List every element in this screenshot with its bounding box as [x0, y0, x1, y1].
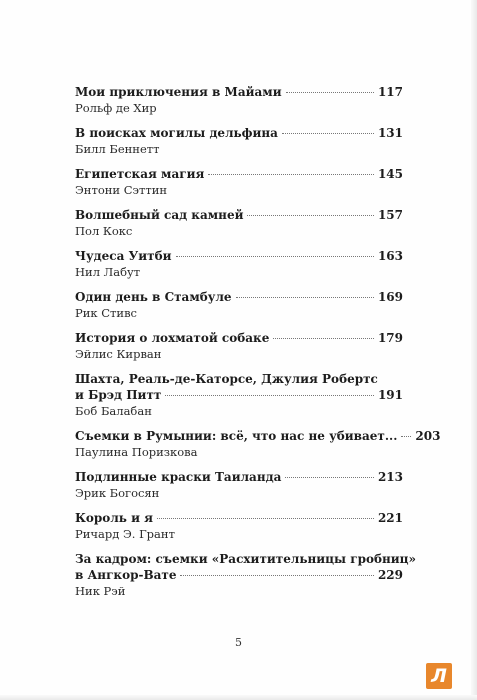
toc-entry: [75, 207, 403, 239]
entry-author: Эрик Богосян: [75, 486, 160, 500]
toc-entry: [75, 469, 403, 501]
dot-leader: [157, 518, 374, 519]
toc-entry: [75, 330, 403, 362]
dot-leader: [165, 395, 374, 396]
publisher-logo-icon: [426, 663, 452, 689]
entry-page: 157: [377, 208, 403, 222]
dot-leader: [401, 436, 411, 437]
entry-title: Мои приключения в Майами: [75, 85, 282, 99]
dot-leader: [286, 92, 374, 93]
entry-title: Подлинные краски Таиланда: [75, 470, 282, 484]
entry-author: Ник Рэй: [75, 584, 126, 598]
entry-page: 145: [377, 167, 403, 181]
entry-title: Чудеса Уитби: [75, 249, 172, 263]
toc-entry: [75, 84, 403, 116]
dot-leader: [285, 477, 374, 478]
entry-page: 191: [377, 388, 403, 402]
entry-author: Ричард Э. Грант: [75, 527, 175, 541]
entry-page: 163: [377, 249, 403, 263]
entry-title-line1: Шахта, Реаль-де-Каторсе, Джулия Робертс: [75, 372, 378, 386]
entry-page: 117: [377, 85, 403, 99]
entry-page: 221: [377, 511, 403, 525]
dot-leader: [236, 297, 374, 298]
toc-entry: [75, 289, 403, 321]
page-number: 5: [235, 636, 242, 649]
entry-page: 131: [377, 126, 403, 140]
entry-title: Король и я: [75, 511, 154, 525]
dot-leader: [180, 575, 373, 576]
toc-entry: [75, 510, 403, 542]
dot-leader: [273, 338, 374, 339]
entry-title: Египетская магия: [75, 167, 205, 181]
entry-author: Эйлис Кирван: [75, 347, 162, 361]
page-edge-shadow: [0, 695, 477, 700]
dot-leader: [282, 133, 374, 134]
entry-author: Пол Кокс: [75, 224, 133, 238]
toc-entry: [75, 125, 403, 157]
page-edge-shadow: [471, 0, 477, 700]
entry-author: Билл Беннетт: [75, 142, 160, 156]
toc-entry: [75, 428, 441, 460]
entry-author: Энтони Сэттин: [75, 183, 168, 197]
dot-leader: [208, 174, 374, 175]
entry-author: Нил Лабут: [75, 265, 141, 279]
table-of-contents: [75, 84, 441, 608]
entry-title: и Брэд Питт: [75, 388, 162, 402]
entry-author: Рольф де Хир: [75, 101, 157, 115]
entry-title: в Ангкор-Вате: [75, 568, 177, 582]
logo-letter: Л: [431, 664, 447, 687]
dot-leader: [247, 215, 373, 216]
entry-title: Съемки в Румынии: всё, что нас не убивает...: [75, 429, 398, 443]
entry-title: Один день в Стамбуле: [75, 290, 232, 304]
toc-entry: [75, 166, 403, 198]
entry-title: В поисках могилы дельфина: [75, 126, 278, 140]
entry-page: 229: [377, 568, 403, 582]
entry-author: Рик Стивс: [75, 306, 137, 320]
entry-page: 169: [377, 290, 403, 304]
entry-title: Волшебный сад камней: [75, 208, 244, 222]
entry-title-line1: За кадром: съемки «Расхитительницы гробниц»: [75, 552, 417, 566]
toc-entry: [75, 551, 417, 599]
dot-leader: [176, 256, 374, 257]
entry-page: 179: [377, 331, 403, 345]
entry-author: Боб Балабан: [75, 404, 152, 418]
entry-page: 203: [415, 429, 441, 443]
entry-author: Паулина Поризкова: [75, 445, 198, 459]
entry-page: 213: [377, 470, 403, 484]
toc-entry: [75, 248, 403, 280]
toc-entry: [75, 371, 403, 419]
entry-title: История о лохматой собаке: [75, 331, 270, 345]
